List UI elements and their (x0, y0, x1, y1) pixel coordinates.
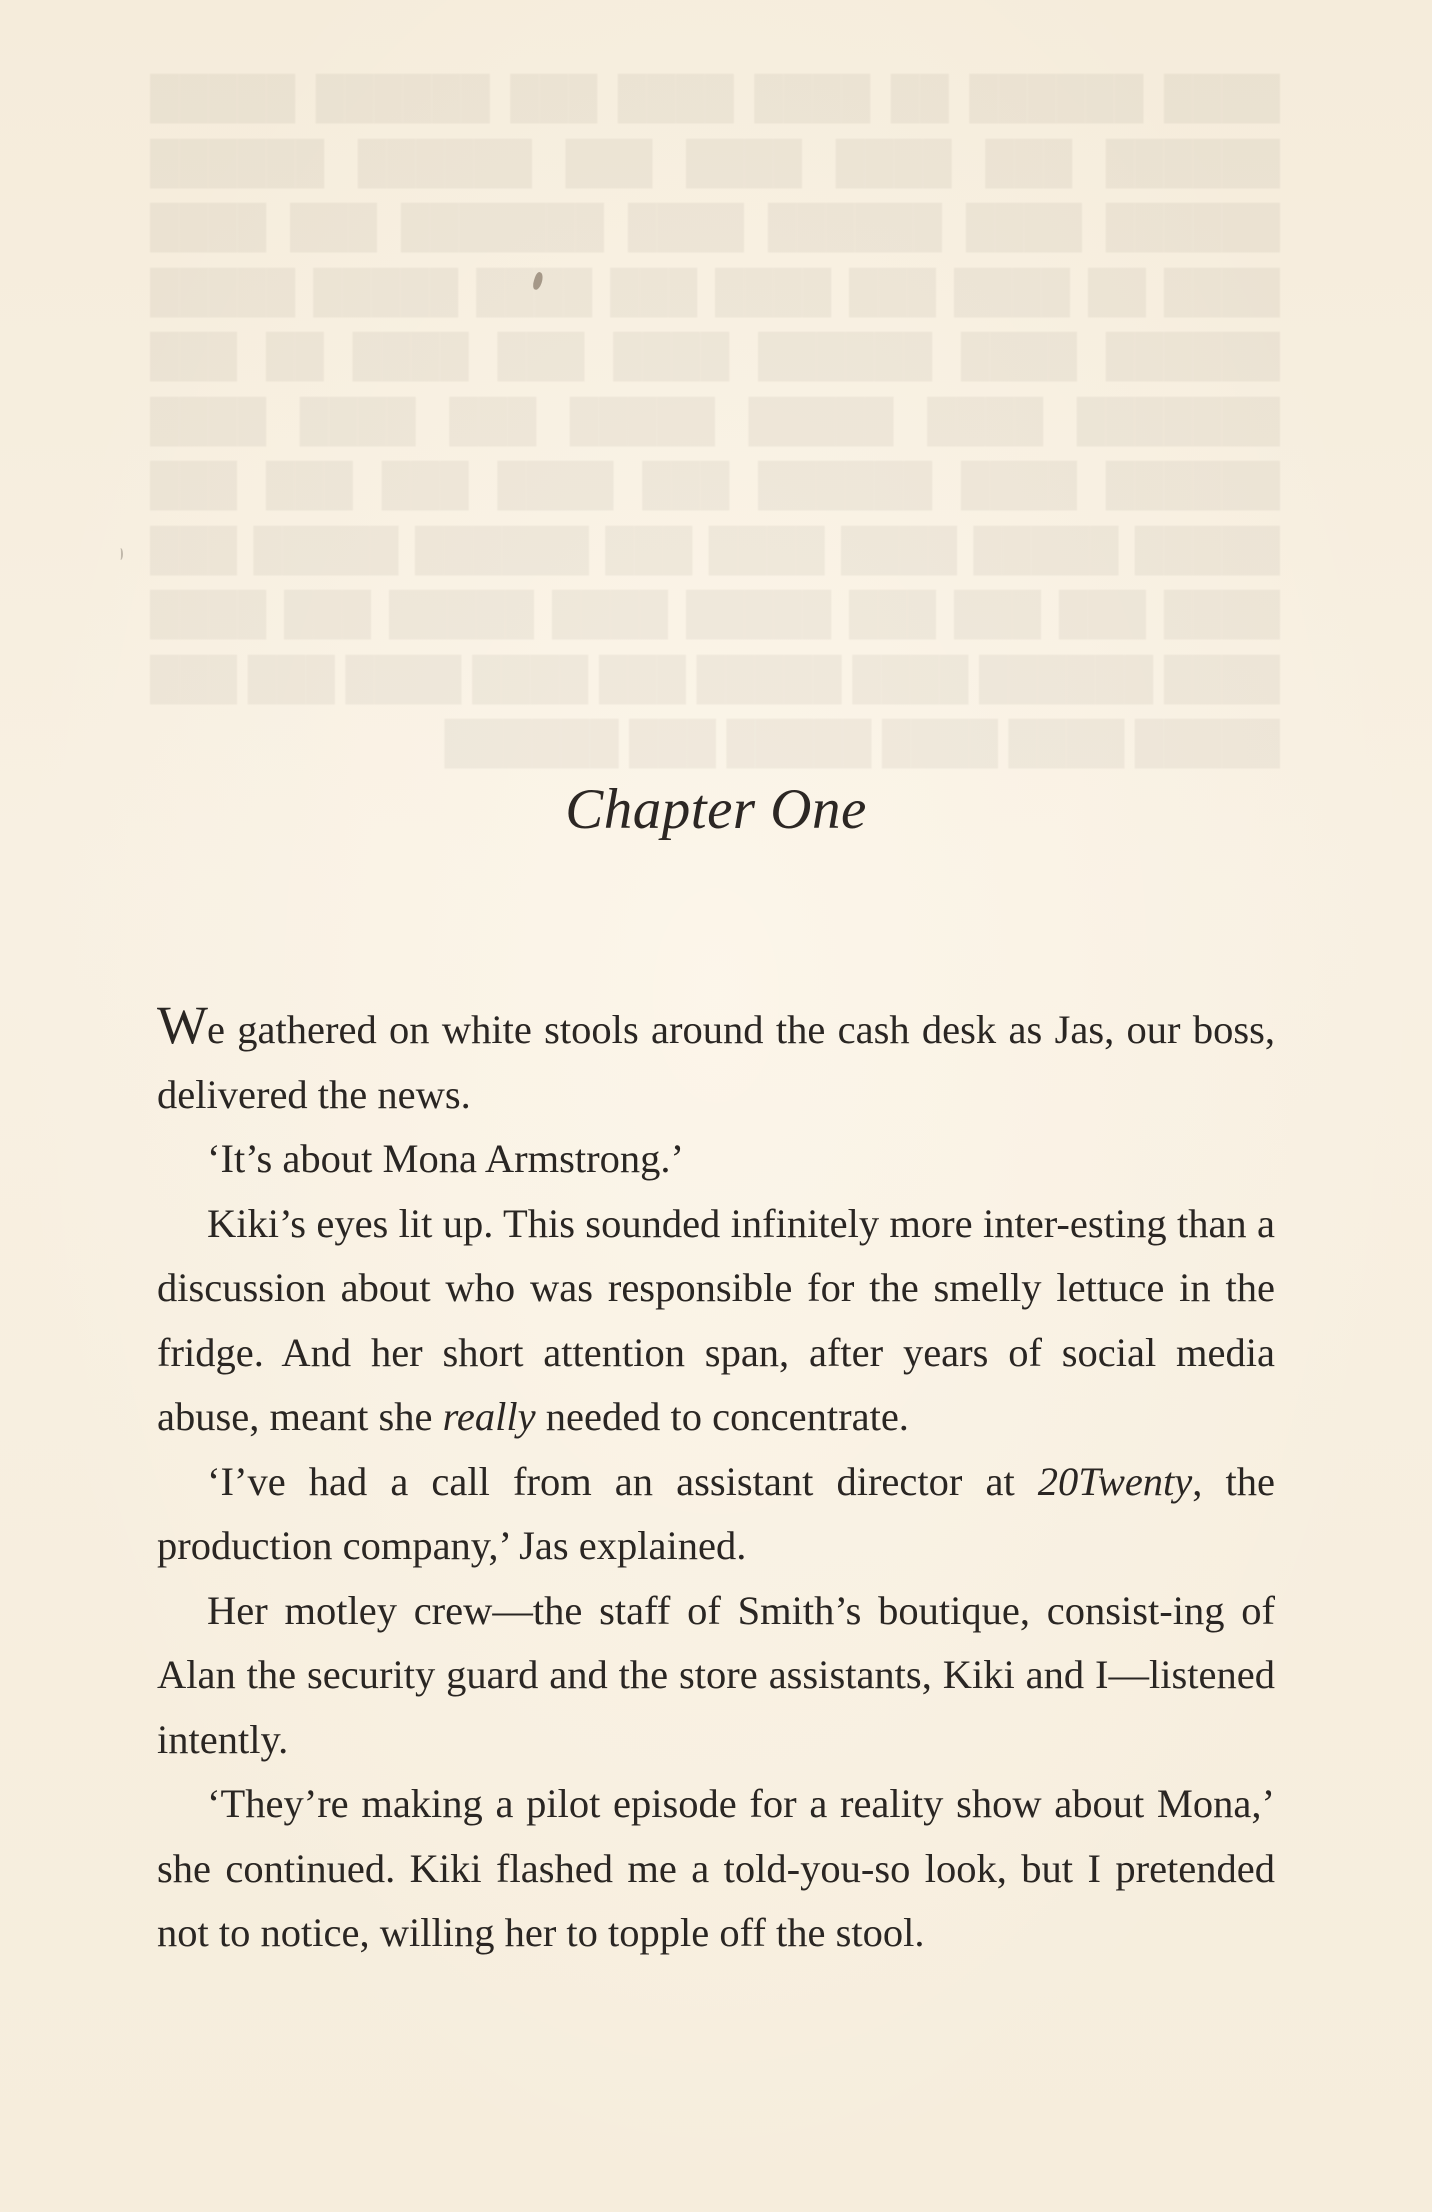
paragraph-6 (157, 1772, 1275, 1966)
paragraph-2 (157, 1127, 1275, 1192)
paragraph-1 (157, 995, 1275, 1127)
chapter-title: Chapter One (565, 778, 867, 841)
chapter-body (157, 995, 1275, 1966)
paragraph-4-text-before: ‘I’ve had a call from an assistant director at (207, 1458, 1038, 1504)
page-mark (118, 548, 123, 560)
paragraph-1-text: e gathered on white stools around the cash desk as Jas, our boss, delivered the news. (157, 1007, 1275, 1117)
paragraph-4-text-after: , the production company,’ Jas explained. (157, 1458, 1275, 1568)
drop-cap: W (157, 995, 207, 1055)
show-through-reverse-text: ████ ██████ ██ ████ ████ ███ ██████ █████ ██████ ███ ████ ████ ███ ██████ ██████ ██████ ████ ██████ ████ ███████ ███ ████ ████ ██ ████ ███ ████ ███ ████ █████ █████ ██████ ████ ██████ ████ ███ ████ ██ ███ ███████ ████ █████ █████ ███ ████ ████ ██████ ████ ██████ ███ ████ ███ ███ ███ █████ █████ ████ ████ ███ ██████ █████ ███ ████ ███ ███ ███ █████ ████ █████ ███ ████ ████ ██████ ████ █████ ███ ████ ████ ███ ███ █████ ████ ████ █████ ███ ██████ (150, 74, 1280, 765)
paragraph-3-text-before: Kiki’s eyes lit up. This sounded infinitely more inter-esting than a discussion about who was responsible for the smelly lettuce in the fridge. And her short attention span, after years of social media abuse, meant she (157, 1200, 1275, 1439)
paragraph-2-text: ‘It’s about Mona Armstrong.’ (207, 1136, 684, 1181)
paragraph-5-text: Her motley crew—the staff of Smith’s boutique, consist-ing of Alan the security guard and the store assistants, Kiki and I—listened intently. (157, 1587, 1275, 1762)
page-speck (531, 271, 544, 291)
paragraph-6-text: ‘They’re making a pilot episode for a reality show about Mona,’ she continued. Kiki flashed me a told-you-so look, but I pretended not to notice, willing her to topple off the stool. (157, 1781, 1275, 1955)
paragraph-5 (157, 1579, 1275, 1773)
paragraph-3 (157, 1192, 1275, 1450)
paragraph-4-emphasis: 20Twenty (1037, 1458, 1193, 1504)
paragraph-4 (157, 1450, 1275, 1579)
paragraph-3-text-after: needed to concentrate. (535, 1394, 909, 1439)
paragraph-3-emphasis: really (442, 1394, 536, 1439)
